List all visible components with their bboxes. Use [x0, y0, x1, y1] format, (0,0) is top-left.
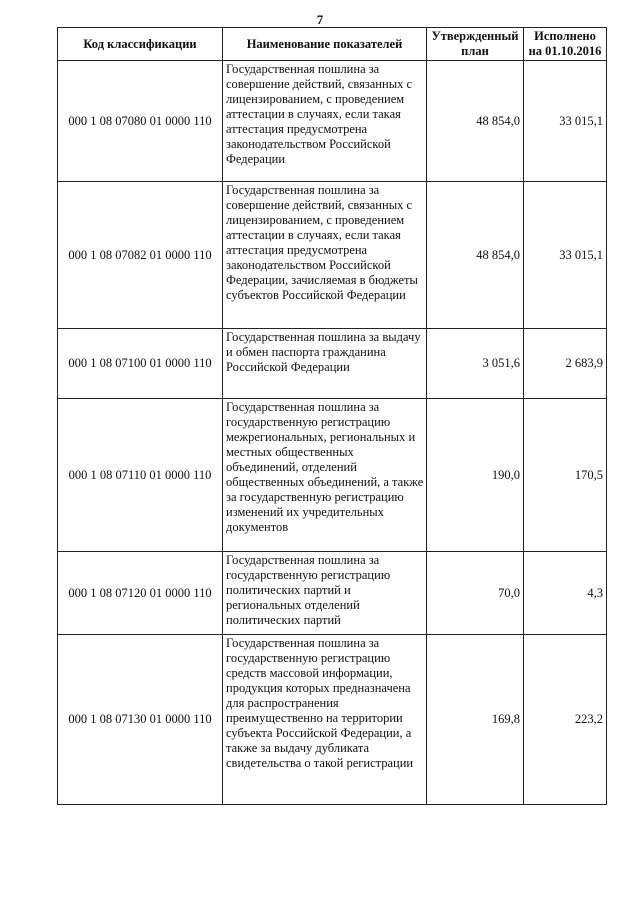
header-done-line1: Исполнено [534, 29, 596, 43]
row-plan: 48 854,0 [427, 182, 524, 329]
row-name: Государственная пошлина за государственную регистрацию средств массовой информации, продукция которых предназначена для распространения преимущественно на территории субъекта Российской Федерации, а также за выдачу дубликата свидетельства о такой регистрации [223, 635, 427, 805]
header-done-line2: на 01.10.2016 [528, 44, 602, 58]
table-row [58, 329, 607, 399]
row-plan: 48 854,0 [427, 61, 524, 182]
revenue-table [57, 27, 607, 805]
row-name: Государственная пошлина за выдачу и обмен паспорта гражданина Российской Федерации [223, 329, 427, 399]
table-row [58, 552, 607, 635]
table-row [58, 182, 607, 329]
table-row [58, 399, 607, 552]
table-row [58, 635, 607, 805]
row-code: 000 1 08 07082 01 0000 110 [58, 182, 223, 329]
row-code: 000 1 08 07130 01 0000 110 [58, 635, 223, 805]
table-header-row [58, 28, 607, 61]
row-plan: 190,0 [427, 399, 524, 552]
row-plan: 169,8 [427, 635, 524, 805]
table-row [58, 61, 607, 182]
header-done [524, 28, 607, 61]
row-done: 33 015,1 [524, 182, 607, 329]
row-done: 223,2 [524, 635, 607, 805]
row-code: 000 1 08 07120 01 0000 110 [58, 552, 223, 635]
row-done: 33 015,1 [524, 61, 607, 182]
row-done: 170,5 [524, 399, 607, 552]
row-plan: 70,0 [427, 552, 524, 635]
row-done: 4,3 [524, 552, 607, 635]
row-done: 2 683,9 [524, 329, 607, 399]
header-plan-line1: Утвержденный [431, 29, 519, 43]
header-plan [427, 28, 524, 61]
row-code: 000 1 08 07110 01 0000 110 [58, 399, 223, 552]
header-code: Код классификации [58, 28, 223, 61]
header-plan-line2: план [461, 44, 489, 58]
row-name: Государственная пошлина за совершение действий, связанных с лицензированием, с проведением аттестации в случаях, если такая аттестация предусмотрена законодательством Российской Федерации, зачисляемая в бюджеты субъектов Российской Федерации [223, 182, 427, 329]
row-name: Государственная пошлина за государственную регистрацию политических партий и региональных отделений политических партий [223, 552, 427, 635]
row-code: 000 1 08 07100 01 0000 110 [58, 329, 223, 399]
header-name: Наименование показателей [223, 28, 427, 61]
page-number: 7 [316, 12, 324, 27]
row-plan: 3 051,6 [427, 329, 524, 399]
row-name: Государственная пошлина за государственную регистрацию межрегиональных, региональных и местных общественных объединений, отделений общественных объединений, а также за государственную регистрацию изменений их учредительных документов [223, 399, 427, 552]
row-code: 000 1 08 07080 01 0000 110 [58, 61, 223, 182]
row-name: Государственная пошлина за совершение действий, связанных с лицензированием, с проведением аттестации в случаях, если такая аттестация предусмотрена законодательством Российской Федерации [223, 61, 427, 182]
